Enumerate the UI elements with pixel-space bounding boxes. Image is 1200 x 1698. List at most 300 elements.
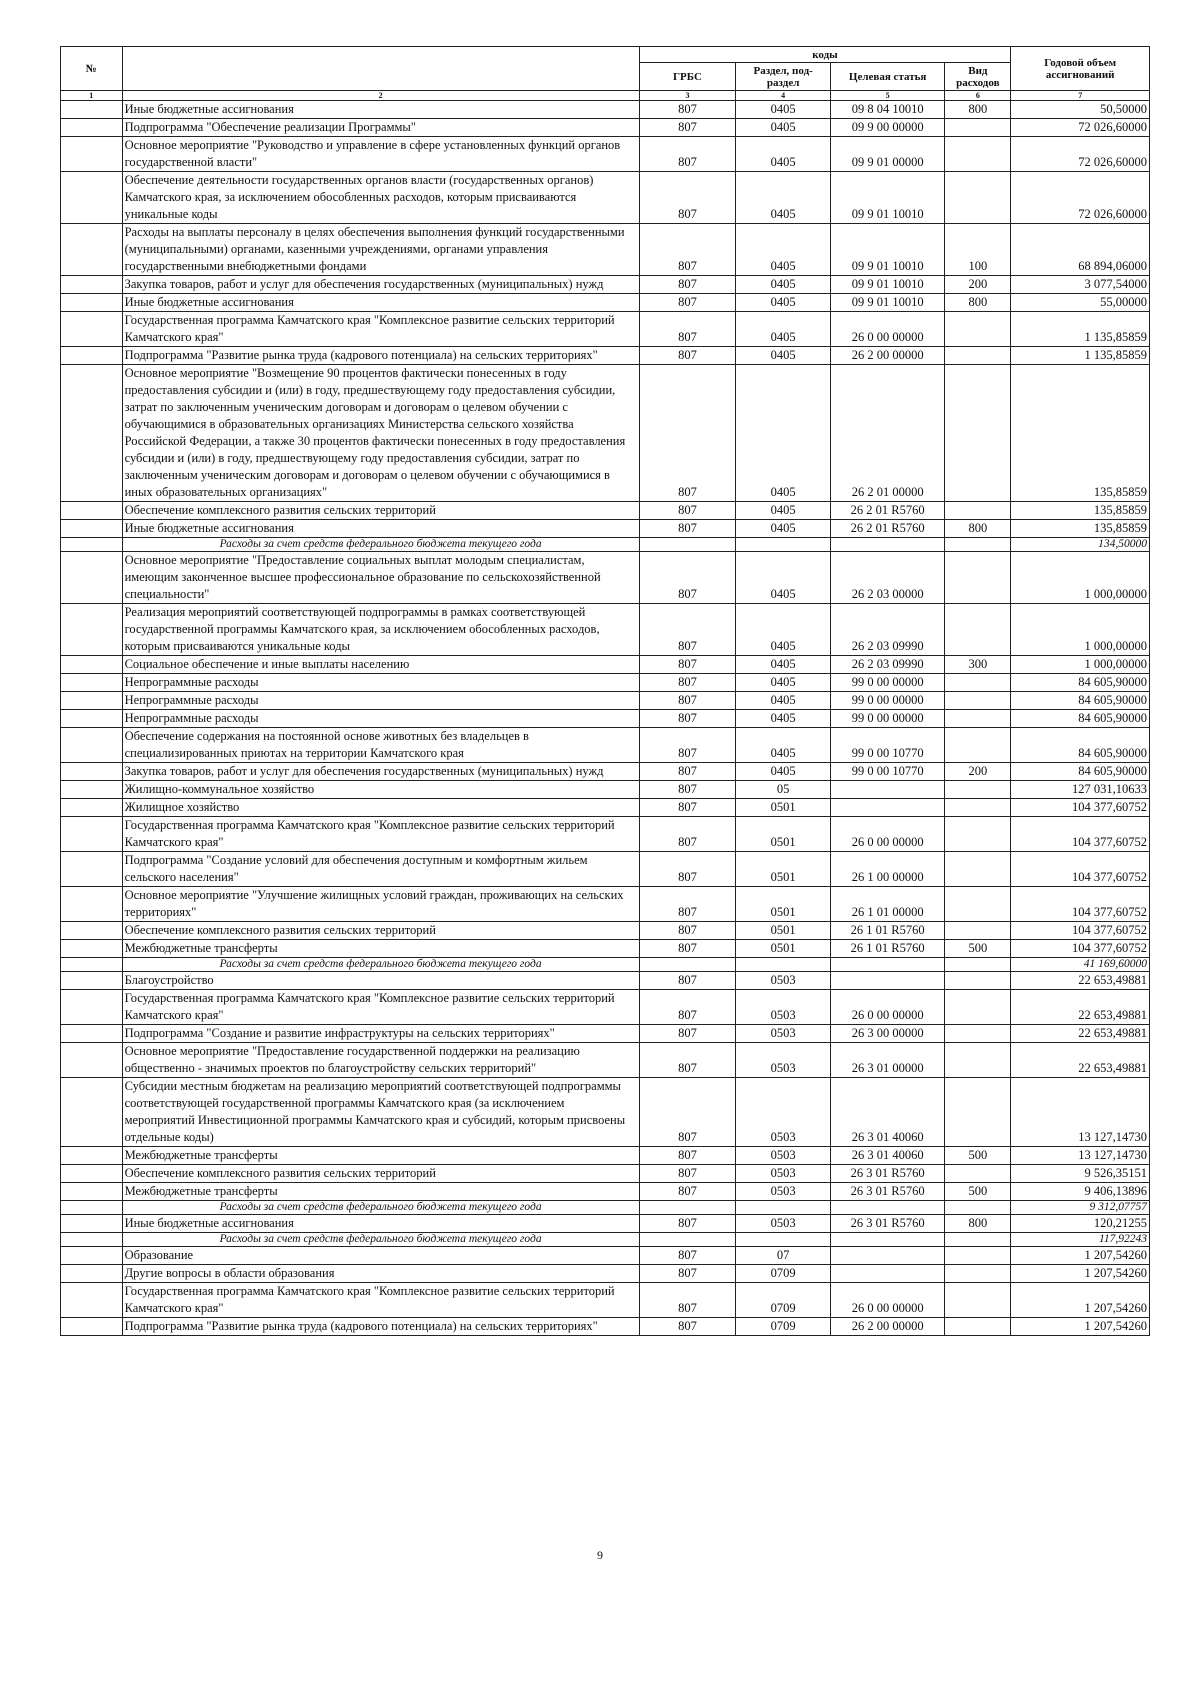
row-expense-type: 100 [945, 224, 1011, 276]
row-grbs: 807 [639, 1147, 736, 1165]
row-razdel [736, 1201, 831, 1215]
row-amount: 134,50000 [1011, 538, 1150, 552]
row-target-article: 99 0 00 10770 [830, 763, 944, 781]
row-target-article: 26 2 01 R5760 [830, 520, 944, 538]
row-expense-type [945, 1025, 1011, 1043]
row-razdel: 0709 [736, 1265, 831, 1283]
row-expense-type [945, 887, 1011, 922]
row-number-cell [61, 101, 123, 119]
table-row [61, 1201, 1150, 1215]
table-row [61, 958, 1150, 972]
row-amount: 13 127,14730 [1011, 1147, 1150, 1165]
row-amount: 1 135,85859 [1011, 347, 1150, 365]
row-target-article: 26 2 03 09990 [830, 604, 944, 656]
row-amount: 135,85859 [1011, 365, 1150, 502]
page-number: 9 [597, 1548, 603, 1562]
row-target-article: 26 1 01 00000 [830, 887, 944, 922]
row-razdel: 0405 [736, 294, 831, 312]
row-name: Благоустройство [122, 972, 639, 990]
row-amount: 22 653,49881 [1011, 1043, 1150, 1078]
row-grbs: 807 [639, 276, 736, 294]
row-razdel [736, 958, 831, 972]
row-amount: 9 406,13896 [1011, 1183, 1150, 1201]
row-name: Иные бюджетные ассигнования [122, 1215, 639, 1233]
table-row [61, 604, 1150, 656]
row-grbs: 807 [639, 119, 736, 137]
table-row [61, 940, 1150, 958]
row-razdel: 0405 [736, 224, 831, 276]
row-target-article: 26 1 01 R5760 [830, 940, 944, 958]
row-amount: 84 605,90000 [1011, 710, 1150, 728]
row-number-cell [61, 1233, 123, 1247]
column-number: 2 [122, 91, 639, 101]
row-razdel: 0405 [736, 674, 831, 692]
row-name: Жилищно-коммунальное хозяйство [122, 781, 639, 799]
row-target-article: 09 9 01 00000 [830, 137, 944, 172]
table-body [61, 101, 1150, 1336]
row-number-cell [61, 502, 123, 520]
row-razdel: 0405 [736, 101, 831, 119]
row-razdel: 0405 [736, 312, 831, 347]
row-number-cell [61, 958, 123, 972]
row-number-cell [61, 990, 123, 1025]
row-razdel: 0405 [736, 728, 831, 763]
row-razdel: 0503 [736, 1165, 831, 1183]
row-razdel: 0503 [736, 1147, 831, 1165]
row-razdel: 0709 [736, 1283, 831, 1318]
table-row [61, 692, 1150, 710]
row-name: Расходы за счет средств федерального бюджета текущего года [122, 958, 639, 972]
row-expense-type [945, 137, 1011, 172]
row-expense-type [945, 1078, 1011, 1147]
row-amount: 22 653,49881 [1011, 1025, 1150, 1043]
table-row [61, 1078, 1150, 1147]
table-row [61, 365, 1150, 502]
row-name: Иные бюджетные ассигнования [122, 101, 639, 119]
table-row [61, 922, 1150, 940]
row-grbs [639, 538, 736, 552]
row-expense-type [945, 365, 1011, 502]
row-razdel: 0405 [736, 692, 831, 710]
row-grbs: 807 [639, 692, 736, 710]
table-row [61, 799, 1150, 817]
row-razdel: 0405 [736, 276, 831, 294]
header-grbs: ГРБС [639, 63, 736, 91]
table-row [61, 1283, 1150, 1318]
table-row [61, 656, 1150, 674]
row-number-cell [61, 728, 123, 763]
row-expense-type [945, 552, 1011, 604]
row-name: Непрограммные расходы [122, 692, 639, 710]
row-amount: 120,21255 [1011, 1215, 1150, 1233]
row-razdel: 0501 [736, 940, 831, 958]
row-amount: 22 653,49881 [1011, 972, 1150, 990]
row-name: Подпрограмма "Создание и развитие инфраструктуры на сельских территориях" [122, 1025, 639, 1043]
row-target-article: 26 3 01 R5760 [830, 1165, 944, 1183]
row-target-article: 26 2 00 00000 [830, 1318, 944, 1336]
column-number: 5 [830, 91, 944, 101]
row-number-cell [61, 972, 123, 990]
row-razdel: 0405 [736, 172, 831, 224]
row-grbs: 807 [639, 922, 736, 940]
table-row [61, 119, 1150, 137]
row-target-article: 26 0 00 00000 [830, 990, 944, 1025]
row-number-cell [61, 710, 123, 728]
row-amount: 104 377,60752 [1011, 799, 1150, 817]
row-name: Расходы за счет средств федерального бюджета текущего года [122, 1201, 639, 1215]
row-name: Образование [122, 1247, 639, 1265]
row-name: Расходы за счет средств федерального бюджета текущего года [122, 1233, 639, 1247]
row-razdel: 0501 [736, 922, 831, 940]
row-expense-type: 200 [945, 763, 1011, 781]
row-expense-type [945, 1201, 1011, 1215]
row-amount: 1 207,54260 [1011, 1247, 1150, 1265]
row-razdel: 0405 [736, 552, 831, 604]
row-amount: 72 026,60000 [1011, 137, 1150, 172]
row-name: Подпрограмма "Создание условий для обеспечения доступным и комфортным жильем сельского населения" [122, 852, 639, 887]
row-razdel: 0405 [736, 604, 831, 656]
row-name: Государственная программа Камчатского края "Комплексное развитие сельских территорий Камчатского края" [122, 817, 639, 852]
row-grbs: 807 [639, 887, 736, 922]
row-number-cell [61, 940, 123, 958]
row-number-cell [61, 799, 123, 817]
row-expense-type: 300 [945, 656, 1011, 674]
row-grbs: 807 [639, 852, 736, 887]
row-number-cell [61, 538, 123, 552]
table-row [61, 1165, 1150, 1183]
table-row [61, 137, 1150, 172]
row-expense-type [945, 604, 1011, 656]
row-target-article: 99 0 00 00000 [830, 692, 944, 710]
row-expense-type [945, 1283, 1011, 1318]
row-amount: 1 000,00000 [1011, 552, 1150, 604]
row-name: Обеспечение комплексного развития сельских территорий [122, 502, 639, 520]
column-number-row [61, 91, 1150, 101]
row-amount: 135,85859 [1011, 502, 1150, 520]
row-grbs: 807 [639, 1318, 736, 1336]
row-grbs: 807 [639, 1183, 736, 1201]
table-row [61, 276, 1150, 294]
row-number-cell [61, 224, 123, 276]
row-number-cell [61, 1043, 123, 1078]
row-amount: 1 135,85859 [1011, 312, 1150, 347]
table-row [61, 101, 1150, 119]
column-number: 7 [1011, 91, 1150, 101]
row-grbs: 807 [639, 312, 736, 347]
row-expense-type [945, 1265, 1011, 1283]
header-celevaya: Целевая статья [830, 63, 944, 91]
row-number-cell [61, 1201, 123, 1215]
row-expense-type [945, 347, 1011, 365]
row-target-article [830, 799, 944, 817]
row-razdel: 0503 [736, 1025, 831, 1043]
row-number-cell [61, 817, 123, 852]
row-razdel: 0405 [736, 656, 831, 674]
row-number-cell [61, 922, 123, 940]
row-target-article: 26 0 00 00000 [830, 312, 944, 347]
row-razdel: 0405 [736, 763, 831, 781]
row-amount: 9 526,35151 [1011, 1165, 1150, 1183]
row-number-cell [61, 887, 123, 922]
row-name: Социальное обеспечение и иные выплаты населению [122, 656, 639, 674]
row-amount: 50,50000 [1011, 101, 1150, 119]
row-grbs: 807 [639, 1025, 736, 1043]
row-target-article: 26 0 00 00000 [830, 1283, 944, 1318]
table-row [61, 781, 1150, 799]
row-number-cell [61, 1215, 123, 1233]
row-expense-type: 500 [945, 940, 1011, 958]
row-name: Обеспечение комплексного развития сельских территорий [122, 1165, 639, 1183]
row-amount: 84 605,90000 [1011, 763, 1150, 781]
row-name: Подпрограмма "Обеспечение реализации Программы" [122, 119, 639, 137]
table-row [61, 502, 1150, 520]
table-row [61, 1025, 1150, 1043]
row-number-cell [61, 365, 123, 502]
row-expense-type [945, 119, 1011, 137]
header-sum: Годовой объем ассигнований [1011, 47, 1150, 91]
row-amount: 104 377,60752 [1011, 817, 1150, 852]
row-name: Жилищное хозяйство [122, 799, 639, 817]
column-number: 4 [736, 91, 831, 101]
row-amount: 1 000,00000 [1011, 604, 1150, 656]
row-razdel: 0405 [736, 520, 831, 538]
row-number-cell [61, 781, 123, 799]
table-header [61, 47, 1150, 101]
row-name: Обеспечение комплексного развития сельских территорий [122, 922, 639, 940]
row-name: Подпрограмма "Развитие рынка труда (кадрового потенциала) на сельских территориях" [122, 1318, 639, 1336]
row-grbs [639, 1201, 736, 1215]
row-expense-type [945, 172, 1011, 224]
row-name: Другие вопросы в области образования [122, 1265, 639, 1283]
row-expense-type [945, 922, 1011, 940]
table-row [61, 552, 1150, 604]
row-expense-type [945, 1247, 1011, 1265]
row-amount: 127 031,10633 [1011, 781, 1150, 799]
row-amount: 9 312,07757 [1011, 1201, 1150, 1215]
row-name: Основное мероприятие "Предоставление государственной поддержки на реализацию общественно - значимых проектов по благоустройству сельских территорий" [122, 1043, 639, 1078]
row-number-cell [61, 172, 123, 224]
row-amount: 72 026,60000 [1011, 119, 1150, 137]
row-name: Государственная программа Камчатского края "Комплексное развитие сельских территорий Камчатского края" [122, 1283, 639, 1318]
row-name: Реализация мероприятий соответствующей подпрограммы в рамках соответствующей государственной программы Камчатского края, за исключением обособленных расходов, которым присваиваются уникальные коды [122, 604, 639, 656]
table-row [61, 817, 1150, 852]
row-number-cell [61, 1025, 123, 1043]
row-grbs: 807 [639, 1078, 736, 1147]
row-amount: 72 026,60000 [1011, 172, 1150, 224]
row-name: Основное мероприятие "Возмещение 90 процентов фактически понесенных в году предоставления субсидии и (или) в году, предшествующему году предоставления субсидии, затрат по заключенным ученическим договорам и договорам о целевом обучении с обучающимися в образовательных организациях Министерства сельского хозяйства Российской Федерации, а также 30 процентов фактически понесенных в году предоставления субсидии и (или) в году, предшествующему году предоставления субсидии, затрат по заключенным ученическим договорам и договорам о целевом обучении с обучающимися в иных образовательных организациях" [122, 365, 639, 502]
row-grbs: 807 [639, 1165, 736, 1183]
table-row [61, 520, 1150, 538]
row-razdel: 0405 [736, 137, 831, 172]
row-grbs: 807 [639, 763, 736, 781]
row-amount: 13 127,14730 [1011, 1078, 1150, 1147]
column-number: 1 [61, 91, 123, 101]
row-target-article: 26 2 01 R5760 [830, 502, 944, 520]
row-target-article: 26 0 00 00000 [830, 817, 944, 852]
row-amount: 84 605,90000 [1011, 674, 1150, 692]
row-razdel: 07 [736, 1247, 831, 1265]
column-number: 6 [945, 91, 1011, 101]
row-amount: 104 377,60752 [1011, 922, 1150, 940]
row-target-article: 99 0 00 00000 [830, 674, 944, 692]
row-name: Основное мероприятие "Улучшение жилищных условий граждан, проживающих на сельских территориях" [122, 887, 639, 922]
row-target-article: 26 2 03 00000 [830, 552, 944, 604]
row-expense-type [945, 674, 1011, 692]
table-row [61, 674, 1150, 692]
row-expense-type: 800 [945, 101, 1011, 119]
row-razdel: 0503 [736, 990, 831, 1025]
row-name: Непрограммные расходы [122, 674, 639, 692]
row-expense-type [945, 692, 1011, 710]
row-expense-type: 200 [945, 276, 1011, 294]
row-number-cell [61, 137, 123, 172]
row-target-article: 26 2 03 09990 [830, 656, 944, 674]
row-name: Основное мероприятие "Предоставление социальных выплат молодым специалистам, имеющим законченное высшее профессиональное образование по сельскохозяйственной специальности" [122, 552, 639, 604]
row-target-article: 26 1 00 00000 [830, 852, 944, 887]
row-amount: 104 377,60752 [1011, 852, 1150, 887]
row-grbs: 807 [639, 817, 736, 852]
row-amount: 41 169,60000 [1011, 958, 1150, 972]
row-expense-type [945, 1233, 1011, 1247]
table-row [61, 1215, 1150, 1233]
document-page [60, 46, 1150, 1336]
row-name: Межбюджетные трансферты [122, 1183, 639, 1201]
row-target-article: 99 0 00 10770 [830, 728, 944, 763]
header-vid: Вид расходов [945, 63, 1011, 91]
table-row [61, 1265, 1150, 1283]
row-target-article: 26 2 00 00000 [830, 347, 944, 365]
row-expense-type [945, 312, 1011, 347]
row-number-cell [61, 312, 123, 347]
row-razdel: 0405 [736, 119, 831, 137]
row-razdel: 0501 [736, 799, 831, 817]
row-grbs: 807 [639, 781, 736, 799]
row-razdel: 0405 [736, 365, 831, 502]
table-row [61, 1318, 1150, 1336]
row-expense-type [945, 710, 1011, 728]
row-number-cell [61, 276, 123, 294]
row-grbs: 807 [639, 940, 736, 958]
row-expense-type [945, 728, 1011, 763]
row-amount: 3 077,54000 [1011, 276, 1150, 294]
row-number-cell [61, 1247, 123, 1265]
table-row [61, 887, 1150, 922]
row-grbs: 807 [639, 1215, 736, 1233]
table-row [61, 224, 1150, 276]
row-razdel: 0503 [736, 1183, 831, 1201]
row-target-article [830, 958, 944, 972]
table-row [61, 1183, 1150, 1201]
row-expense-type [945, 972, 1011, 990]
row-razdel: 05 [736, 781, 831, 799]
row-amount: 1 207,54260 [1011, 1265, 1150, 1283]
row-target-article: 09 9 01 10010 [830, 224, 944, 276]
row-name: Иные бюджетные ассигнования [122, 520, 639, 538]
row-name: Расходы на выплаты персоналу в целях обеспечения выполнения функций государственными (муниципальными) органами, казенными учреждениями, органами управления государственными внебюджетными фондами [122, 224, 639, 276]
table-row [61, 294, 1150, 312]
row-grbs: 807 [639, 674, 736, 692]
row-name: Расходы за счет средств федерального бюджета текущего года [122, 538, 639, 552]
row-grbs: 807 [639, 656, 736, 674]
row-razdel: 0503 [736, 972, 831, 990]
row-target-article [830, 1247, 944, 1265]
row-number-cell [61, 1165, 123, 1183]
row-grbs: 807 [639, 224, 736, 276]
header-name [122, 47, 639, 91]
row-target-article: 09 8 04 10010 [830, 101, 944, 119]
table-row [61, 990, 1150, 1025]
row-name: Непрограммные расходы [122, 710, 639, 728]
row-razdel: 0709 [736, 1318, 831, 1336]
header-razdel: Раздел, под-раздел [736, 63, 831, 91]
header-codes: коды [639, 47, 1011, 63]
row-grbs: 807 [639, 137, 736, 172]
row-number-cell [61, 1078, 123, 1147]
row-grbs: 807 [639, 1265, 736, 1283]
row-expense-type [945, 958, 1011, 972]
row-target-article: 26 3 01 40060 [830, 1147, 944, 1165]
table-row [61, 728, 1150, 763]
row-target-article [830, 538, 944, 552]
row-number-cell [61, 656, 123, 674]
row-expense-type [945, 538, 1011, 552]
row-target-article [830, 1201, 944, 1215]
row-expense-type: 500 [945, 1147, 1011, 1165]
table-row [61, 1233, 1150, 1247]
row-name: Субсидии местным бюджетам на реализацию мероприятий соответствующей подпрограммы соответствующей государственной программы Камчатского края (за исключением мероприятий Инвестиционной программы Камчатского края и субсидий, которым присвоены отдельные коды) [122, 1078, 639, 1147]
row-target-article: 26 2 01 00000 [830, 365, 944, 502]
row-name: Иные бюджетные ассигнования [122, 294, 639, 312]
row-expense-type [945, 1318, 1011, 1336]
row-number-cell [61, 1265, 123, 1283]
row-number-cell [61, 692, 123, 710]
row-expense-type [945, 990, 1011, 1025]
row-target-article: 09 9 01 10010 [830, 172, 944, 224]
header-number: № [61, 47, 123, 91]
row-amount: 55,00000 [1011, 294, 1150, 312]
row-target-article [830, 972, 944, 990]
row-amount: 1 207,54260 [1011, 1283, 1150, 1318]
table-row [61, 1147, 1150, 1165]
row-number-cell [61, 852, 123, 887]
row-target-article: 26 3 01 00000 [830, 1043, 944, 1078]
row-target-article: 09 9 00 00000 [830, 119, 944, 137]
row-expense-type [945, 781, 1011, 799]
row-number-cell [61, 604, 123, 656]
row-number-cell [61, 520, 123, 538]
row-razdel [736, 538, 831, 552]
row-grbs [639, 958, 736, 972]
row-razdel: 0501 [736, 887, 831, 922]
table-row [61, 710, 1150, 728]
row-number-cell [61, 674, 123, 692]
row-razdel [736, 1233, 831, 1247]
row-expense-type: 800 [945, 1215, 1011, 1233]
row-razdel: 0503 [736, 1078, 831, 1147]
row-target-article [830, 1233, 944, 1247]
row-number-cell [61, 1147, 123, 1165]
row-target-article: 26 3 01 40060 [830, 1078, 944, 1147]
row-razdel: 0405 [736, 347, 831, 365]
row-target-article: 26 3 01 R5760 [830, 1215, 944, 1233]
row-name: Обеспечение деятельности государственных органов власти (государственных органов) Камчатского края, за исключением обособленных расходов, которым присваиваются уникальные коды [122, 172, 639, 224]
table-row [61, 1043, 1150, 1078]
row-amount: 1 000,00000 [1011, 656, 1150, 674]
row-name: Закупка товаров, работ и услуг для обеспечения государственных (муниципальных) нужд [122, 276, 639, 294]
row-name: Межбюджетные трансферты [122, 940, 639, 958]
row-amount: 117,92243 [1011, 1233, 1150, 1247]
row-grbs [639, 1233, 736, 1247]
